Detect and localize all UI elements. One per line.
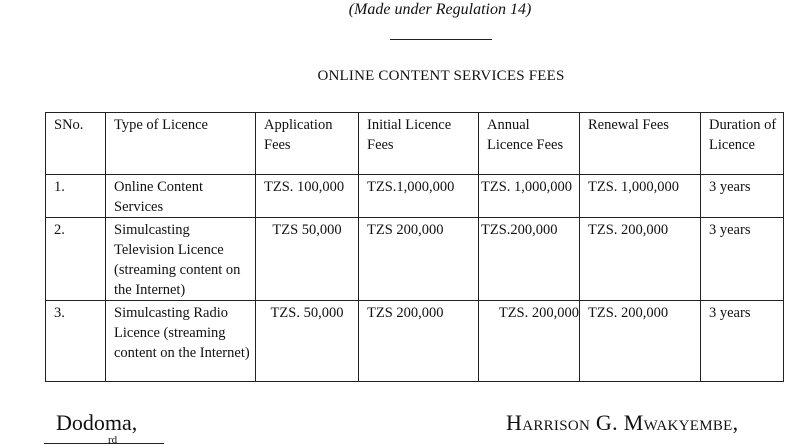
fees-table <box>45 112 784 382</box>
divider-rule <box>390 39 492 40</box>
header-application-fees: Application Fees <box>256 113 359 175</box>
header-duration-of-licence: Duration of Licence <box>701 113 784 175</box>
header-initial-licence-fees: Initial Licence Fees <box>359 113 479 175</box>
cell-duration: 3 years <box>701 175 784 218</box>
header-annual-licence-fees: Annual Licence Fees <box>479 113 580 175</box>
cell-application-fee: TZS 50,000 <box>256 218 359 301</box>
cell-annual-fee: TZS. 200,000 <box>479 301 580 382</box>
cell-initial-fee: TZS 200,000 <box>359 301 479 382</box>
cell-annual-fee: TZS.200,000 <box>479 218 580 301</box>
cell-renewal-fee: TZS. 200,000 <box>580 218 701 301</box>
cell-renewal-fee: TZS. 1,000,000 <box>580 175 701 218</box>
table-row <box>46 175 784 218</box>
cell-application-fee: TZS. 100,000 <box>256 175 359 218</box>
cell-application-fee: TZS. 50,000 <box>256 301 359 382</box>
cell-initial-fee: TZS.1,000,000 <box>359 175 479 218</box>
header-renewal-fees: Renewal Fees <box>580 113 701 175</box>
table-row <box>46 301 784 382</box>
signatory-name: Harrison G. Mwakyembe, <box>506 410 739 435</box>
date-underline <box>44 443 164 444</box>
cell-sno: 2. <box>46 218 106 301</box>
cell-initial-fee: TZS 200,000 <box>359 218 479 301</box>
footer-date-superscript: rd <box>108 434 118 446</box>
header-type-of-licence: Type of Licence <box>106 113 256 175</box>
cell-duration: 3 years <box>701 301 784 382</box>
cell-sno: 1. <box>46 175 106 218</box>
table-header-row <box>46 113 784 175</box>
document-subtitle: (Made under Regulation 14) <box>348 1 532 18</box>
fees-heading: ONLINE CONTENT SERVICES FEES <box>317 68 565 84</box>
footer-signatory <box>506 410 738 436</box>
cell-renewal-fee: TZS. 200,000 <box>580 301 701 382</box>
header-sno: SNo. <box>46 113 106 175</box>
cell-duration: 3 years <box>701 218 784 301</box>
table-row <box>46 218 784 301</box>
cell-licence-type: Online Content Services <box>106 175 256 218</box>
cell-annual-fee: TZS. 1,000,000 <box>479 175 580 218</box>
cell-sno: 3. <box>46 301 106 382</box>
cell-licence-type: Simulcasting Radio Licence (streaming content on the Internet) <box>106 301 256 382</box>
footer-place: Dodoma, <box>56 410 138 435</box>
cell-licence-type: Simulcasting Television Licence (streaming content on the Internet) <box>106 218 256 301</box>
